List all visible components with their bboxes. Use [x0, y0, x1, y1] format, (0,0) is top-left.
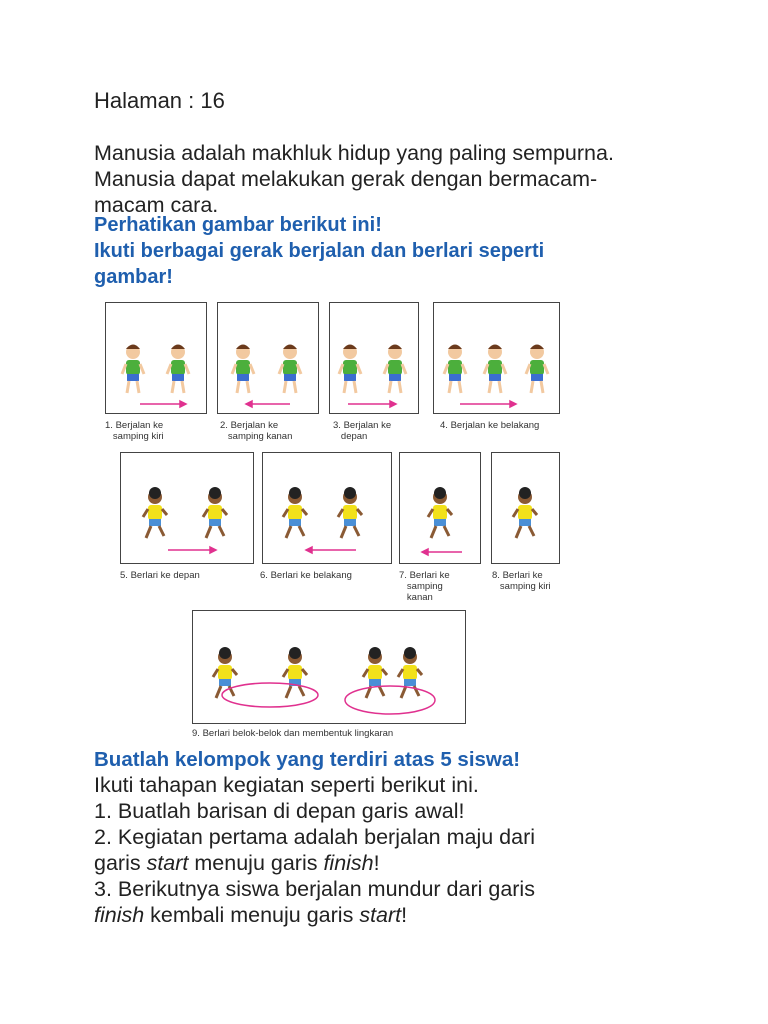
steps-list	[94, 772, 714, 928]
caption-6: 6. Berlari ke belakang	[260, 570, 352, 581]
intro-paragraph	[94, 140, 694, 218]
intro-line: macam cara.	[94, 193, 219, 217]
instruction-line: gambar!	[94, 266, 173, 288]
step-2-cont: garis start menuju garis finish!	[94, 851, 380, 875]
intro-line: Manusia dapat melakukan gerak dengan bermacam-	[94, 167, 598, 191]
steps-intro: Ikuti tahapan kegiatan seperti berikut ini.	[94, 773, 479, 797]
task-heading: Buatlah kelompok yang terdiri atas 5 siswa!	[94, 748, 521, 771]
caption-8: 8. Berlari ke samping kiri	[492, 570, 551, 592]
caption-4: 4. Berjalan ke belakang	[440, 420, 540, 431]
movement-illustration	[100, 300, 580, 740]
instruction-heading	[94, 212, 654, 290]
instruction-line: Ikuti berbagai gerak berjalan dan berlari seperti	[94, 240, 545, 262]
instruction-line: Perhatikan gambar berikut ini!	[94, 214, 382, 236]
caption-9: 9. Berlari belok-belok dan membentuk lingkaran	[192, 728, 394, 739]
caption-7: 7. Berlari ke samping kanan	[399, 570, 450, 603]
caption-3: 3. Berjalan ke depan	[333, 420, 392, 442]
step-3-cont: finish kembali menuju garis start!	[94, 903, 408, 927]
caption-2: 2. Berjalan ke samping kanan	[220, 420, 293, 442]
step-2: 2. Kegiatan pertama adalah berjalan maju dari	[94, 825, 536, 849]
intro-line: Manusia adalah makhluk hidup yang paling sempurna.	[94, 141, 614, 165]
figure-drawings	[100, 300, 580, 740]
page-label: Halaman : 16	[94, 88, 225, 113]
caption-1: 1. Berjalan ke samping kiri	[105, 420, 164, 442]
caption-5: 5. Berlari ke depan	[120, 570, 200, 581]
step-3: 3. Berikutnya siswa berjalan mundur dari garis	[94, 877, 535, 901]
step-1: 1. Buatlah barisan di depan garis awal!	[94, 799, 465, 823]
